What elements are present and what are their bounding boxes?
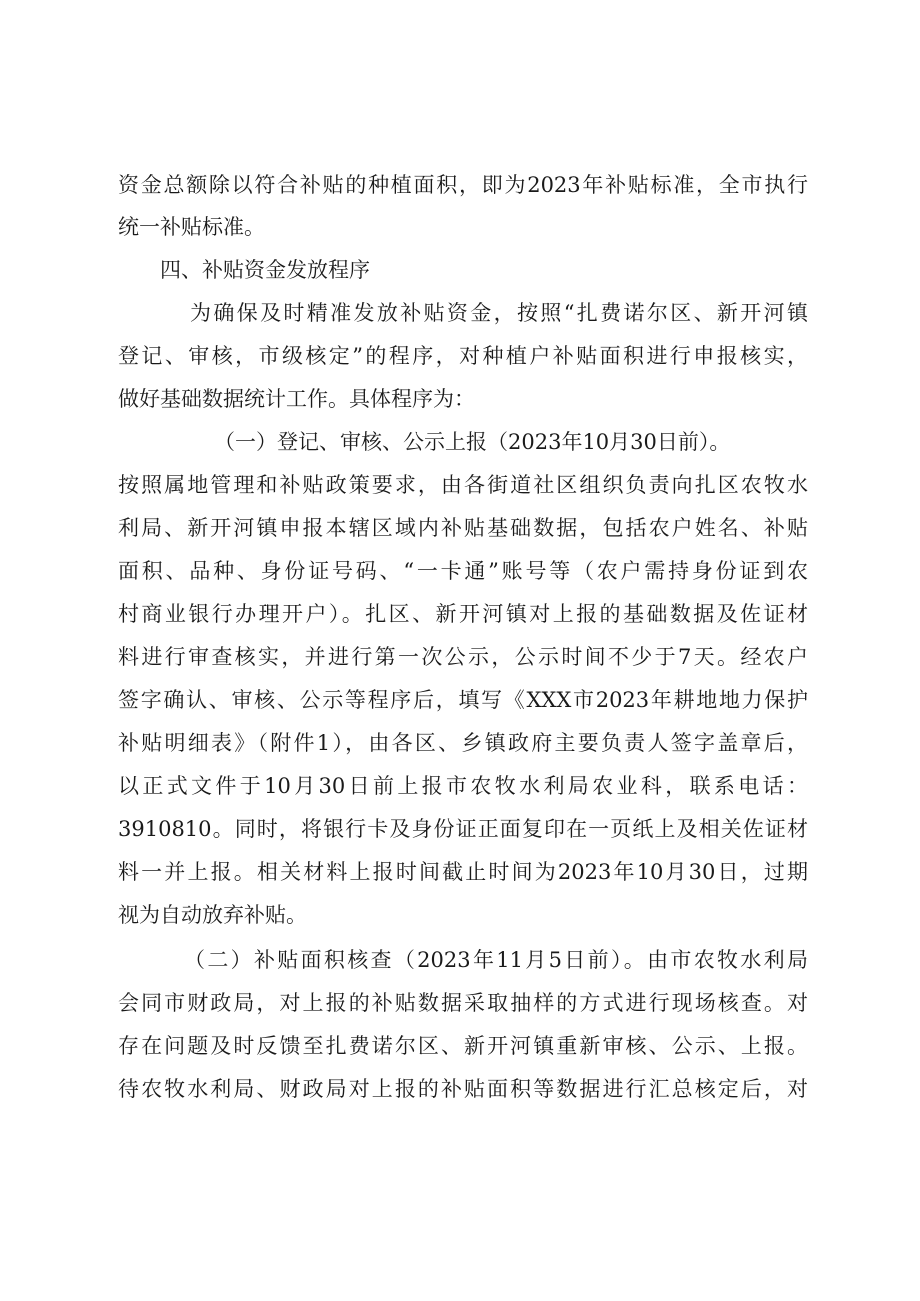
paragraph-line: 面积、品种、身份证号码、“一卡通”账号等（农户需持身份证到农 (118, 559, 808, 583)
paragraph-line: 补贴明细表》（附件1），由各区、乡镇政府主要负责人签字盖章后， (118, 731, 808, 755)
paragraph-line: 资金总额除以符合补贴的种植面积，即为2023年补贴标准，全市执行 (118, 173, 808, 197)
paragraph-line: 村商业银行办理开户）。扎区、新开河镇对上报的基础数据及佐证材 (118, 602, 808, 626)
paragraph-line: 料进行审查核实，并进行第一次公示，公示时间不少于7天。经农户 (118, 645, 808, 669)
paragraph-line: 签字确认、审核、公示等程序后，填写《XXX市2023年耕地地力保护 (118, 688, 808, 712)
paragraph-line: 以正式文件于10月30日前上报市农牧水利局农业科，联系电话： (118, 774, 808, 798)
paragraph-line: 3910810。同时，将银行卡及身份证正面复印在一页纸上及相关佐证材 (118, 817, 808, 841)
paragraph-line: 料一并上报。相关材料上报时间截止时间为2023年10月30日，过期 (118, 860, 808, 884)
paragraph-line: 视为自动放弃补贴。 (118, 903, 307, 927)
subsection-heading: （一）登记、审核、公示上报（2023年10月30日前）。 (214, 430, 731, 454)
paragraph-line: 存在问题及时反馈至扎费诺尔区、新开河镇重新审核、公示、上报。 (118, 1034, 808, 1058)
section-heading: 四、补贴资金发放程序 (160, 258, 370, 282)
subsection-heading: （二）补贴面积核查（2023年11月5日前）。由市农牧水利局 (184, 948, 808, 972)
paragraph-line: 按照属地管理和补贴政策要求，由各街道社区组织负责向扎区农牧水 (118, 473, 808, 497)
paragraph-line: 统一补贴标准。 (118, 215, 265, 239)
paragraph-line: 利局、新开河镇申报本辖区域内补贴基础数据，包括农户姓名、补贴 (118, 516, 808, 540)
paragraph-line: 为确保及时精准发放补贴资金，按照“扎费诺尔区、新开河镇 (190, 301, 808, 325)
paragraph-line: 登记、审核，市级核定”的程序，对种植户补贴面积进行申报核实， (118, 344, 808, 368)
paragraph-line: 会同市财政局，对上报的补贴数据采取抽样的方式进行现场核查。对 (118, 991, 808, 1015)
paragraph-line: 待农牧水利局、财政局对上报的补贴面积等数据进行汇总核定后，对 (118, 1077, 808, 1101)
paragraph-line: 做好基础数据统计工作。具体程序为： (118, 387, 475, 411)
